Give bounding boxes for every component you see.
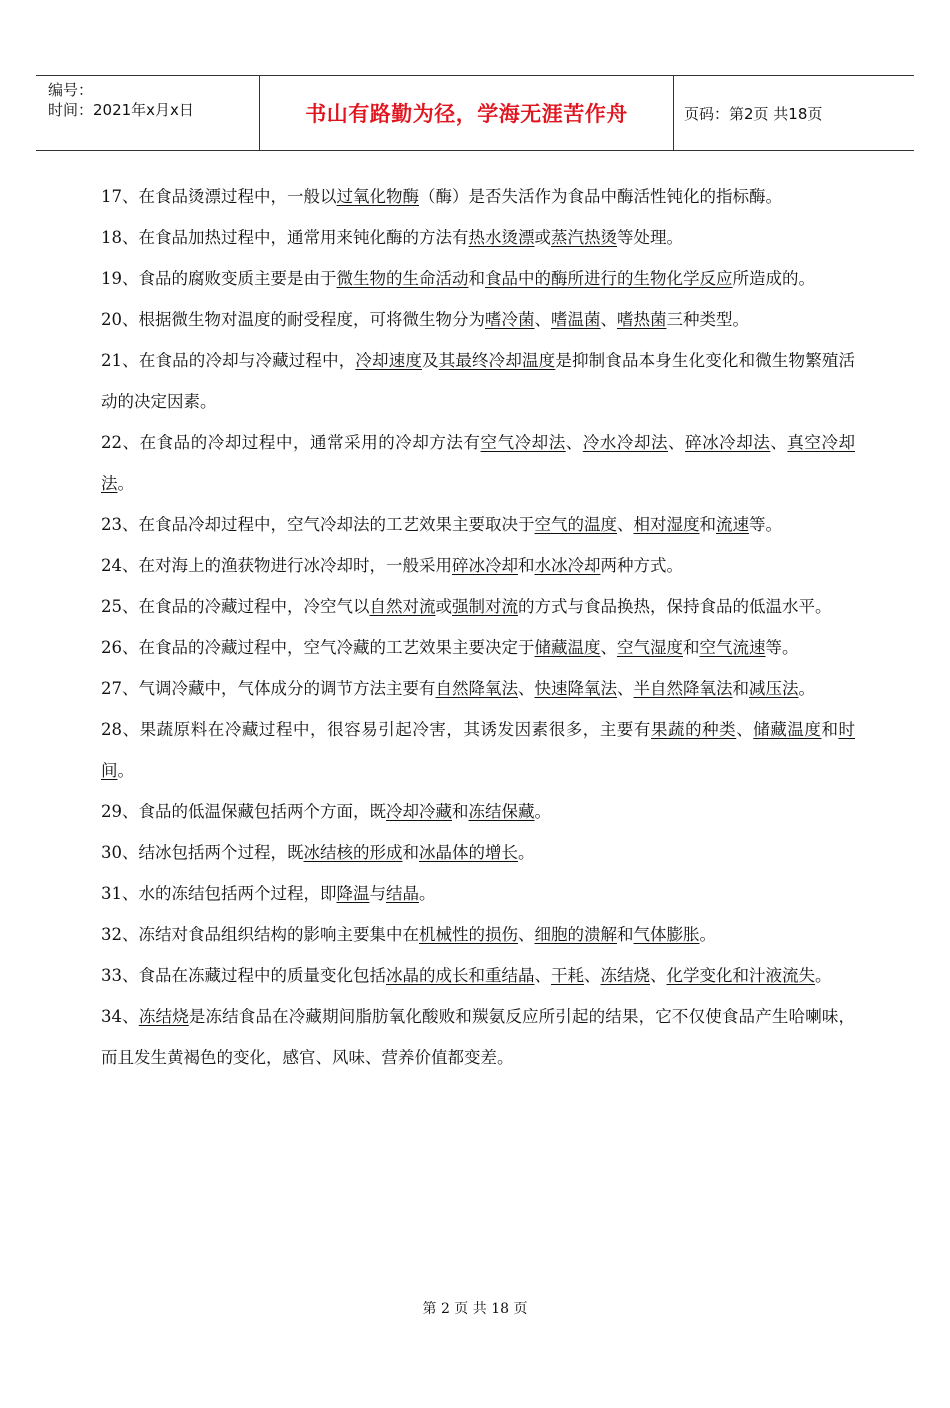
- answer-blank: 细胞的溃解: [534, 925, 617, 944]
- answer-blank: 冰晶的成长和重结晶: [386, 966, 535, 985]
- item-text: 。: [815, 966, 832, 985]
- item-text: 、: [518, 925, 535, 944]
- answer-blank: 空气的温度: [534, 515, 617, 534]
- answer-blank: 微生物的生命活动: [336, 269, 469, 288]
- item-text: 和: [452, 802, 469, 821]
- item-text: 。: [699, 925, 716, 944]
- item-text: 等。: [765, 638, 799, 657]
- header-page-info: 页码：第2页 共18页: [684, 104, 823, 123]
- item-text: 22、在食品的冷却过程中，通常采用的冷却方法有: [101, 433, 481, 452]
- list-item: [101, 258, 855, 299]
- answer-blank: 冻结烧: [600, 966, 650, 985]
- answer-blank: 真空冷却法: [101, 433, 856, 493]
- answer-blank: 冻结保藏: [468, 802, 535, 821]
- list-item: [101, 545, 855, 586]
- answer-blank: 果蔬的种类: [650, 720, 737, 739]
- item-text: 34、: [101, 1007, 139, 1026]
- answer-blank: 碎冰冷却: [452, 556, 518, 575]
- item-text: （酶）是否失活作为食品中酶活性钝化的指标酶。: [419, 187, 782, 206]
- answer-blank: 快速降氧法: [534, 679, 617, 698]
- item-text: 的方式与食品换热，保持食品的低温水平。: [518, 597, 832, 616]
- answer-blank: 半自然降氧法: [633, 679, 733, 698]
- answer-blank: 时间: [101, 720, 855, 780]
- item-text: 17、在食品烫漂过程中，一般以: [101, 187, 337, 206]
- item-text: 。: [419, 884, 436, 903]
- page-footer: 第 2 页 共 18 页: [422, 1301, 528, 1317]
- list-item: [101, 422, 855, 504]
- item-text: 是抑制食品本身生化变化和微生物繁殖活动的决定因素。: [101, 351, 856, 411]
- answer-blank: 减压法: [749, 679, 799, 698]
- item-text: 、: [534, 310, 551, 329]
- item-text: 或: [435, 597, 452, 616]
- item-text: 、: [770, 433, 788, 452]
- item-text: 及: [422, 351, 439, 370]
- list-item: [101, 176, 855, 217]
- item-text: 或: [534, 228, 551, 247]
- answer-blank: 食品中的酶所进行的生物化学反应: [485, 269, 733, 288]
- item-text: 、: [600, 638, 617, 657]
- item-text: 两种方式。: [600, 556, 683, 575]
- answer-blank: 自然降氧法: [435, 679, 518, 698]
- answer-blank: 碎冰冷却法: [685, 433, 771, 452]
- answer-blank: 结晶: [386, 884, 419, 903]
- item-text: 、: [650, 966, 667, 985]
- answer-blank: 空气冷却法: [480, 433, 566, 452]
- item-text: 26、在食品的冷藏过程中，空气冷藏的工艺效果主要决定于: [101, 638, 535, 657]
- number-label: 编号：: [48, 81, 94, 99]
- item-text: 31、水的冻结包括两个过程，即: [101, 884, 337, 903]
- item-text: 和: [821, 720, 839, 739]
- item-text: 29、食品的低温保藏包括两个方面，既: [101, 802, 386, 821]
- answer-blank: 自然对流: [369, 597, 436, 616]
- list-item: [101, 586, 855, 627]
- answer-blank: 过氧化物酶: [336, 187, 419, 206]
- item-text: 25、在食品的冷藏过程中，冷空气以: [101, 597, 370, 616]
- item-text: 、: [668, 433, 686, 452]
- item-text: 所造成的。: [732, 269, 815, 288]
- item-text: 、: [617, 515, 634, 534]
- time-label: 时间：2021年x月x日: [48, 101, 194, 119]
- answer-blank: 气体膨胀: [633, 925, 700, 944]
- answer-blank: 化学变化和汁液流失: [666, 966, 815, 985]
- list-item: [101, 668, 855, 709]
- item-text: 。: [518, 843, 535, 862]
- list-item: [101, 299, 855, 340]
- answer-blank: 嗜温菌: [551, 310, 601, 329]
- list-item: [101, 217, 855, 258]
- item-text: 。: [534, 802, 551, 821]
- item-text: 、: [617, 679, 634, 698]
- item-text: 18、在食品加热过程中，通常用来钝化酶的方法有: [101, 228, 469, 247]
- list-item: [101, 914, 855, 955]
- item-text: 。: [117, 761, 134, 780]
- item-text: 和: [468, 269, 485, 288]
- item-text: 等处理。: [617, 228, 683, 247]
- answer-blank: 干耗: [551, 966, 584, 985]
- list-item: [101, 955, 855, 996]
- answer-blank: 嗜热菌: [617, 310, 667, 329]
- item-text: 和: [732, 679, 749, 698]
- item-text: 。: [117, 474, 134, 493]
- item-text: 和: [402, 843, 419, 862]
- answer-blank: 冷却速度: [355, 351, 423, 370]
- list-item: [101, 996, 855, 1078]
- answer-blank: 冻结烧: [138, 1007, 189, 1026]
- list-item: [101, 832, 855, 873]
- answer-blank: 相对湿度: [633, 515, 700, 534]
- item-text: 24、在对海上的渔获物进行冰冷却时，一般采用: [101, 556, 452, 575]
- answer-blank: 热水烫漂: [468, 228, 535, 247]
- answer-blank: 流速: [716, 515, 749, 534]
- answer-blank: 其最终冷却温度: [438, 351, 556, 370]
- answer-blank: 空气湿度: [617, 638, 683, 657]
- item-text: 33、食品在冻藏过程中的质量变化包括: [101, 966, 386, 985]
- answer-blank: 储藏温度: [534, 638, 601, 657]
- item-text: 21、在食品的冷却与冷藏过程中，: [101, 351, 356, 370]
- list-item: [101, 709, 855, 791]
- list-item: [101, 791, 855, 832]
- item-text: 是冻结食品在冷藏期间脂肪氧化酸败和羰氨反应所引起的结果，它不仅使食品产生哈喇味，而且发生黄褐色的变化，感官、风味、营养价值都变差。: [101, 1007, 856, 1067]
- item-text: 等。: [749, 515, 782, 534]
- answer-blank: 冰晶体的增长: [419, 843, 518, 862]
- item-text: 、: [565, 433, 583, 452]
- item-text: 19、食品的腐败变质主要是由于: [101, 269, 337, 288]
- item-text: 、: [518, 679, 535, 698]
- item-text: 三种类型。: [666, 310, 749, 329]
- item-text: 和: [518, 556, 535, 575]
- item-text: 30、结冰包括两个过程，既: [101, 843, 304, 862]
- answer-blank: 强制对流: [452, 597, 518, 616]
- answer-blank: 空气流速: [699, 638, 766, 657]
- list-item: [101, 340, 855, 422]
- answer-blank: 冷却冷藏: [386, 802, 452, 821]
- answer-blank: 降温: [336, 884, 370, 903]
- list-item: [101, 504, 855, 545]
- answer-blank: 冰结核的形成: [303, 843, 403, 862]
- page-header: [36, 75, 914, 151]
- answer-blank: 嗜冷菌: [485, 310, 535, 329]
- item-text: 20、根据微生物对温度的耐受程度，可将微生物分为: [101, 310, 485, 329]
- answer-blank: 冷水冷却法: [582, 433, 669, 452]
- item-text: 和: [617, 925, 634, 944]
- list-item: [101, 627, 855, 668]
- item-text: 。: [798, 679, 815, 698]
- document-body: [101, 176, 855, 1078]
- header-meta: [36, 76, 260, 150]
- item-text: 与: [369, 884, 386, 903]
- item-text: 、: [584, 966, 601, 985]
- answer-blank: 机械性的损伤: [419, 925, 518, 944]
- answer-blank: 蒸汽热烫: [551, 228, 617, 247]
- item-text: 和: [683, 638, 700, 657]
- item-text: 、: [736, 720, 754, 739]
- item-text: 、: [600, 310, 617, 329]
- item-text: 32、冻结对食品组织结构的影响主要集中在: [101, 925, 419, 944]
- item-text: 28、果蔬原料在冷藏过程中，很容易引起冷害，其诱发因素很多，主要有: [101, 720, 651, 739]
- list-item: [101, 873, 855, 914]
- item-text: 、: [534, 966, 551, 985]
- answer-blank: 水冰冷却: [534, 556, 601, 575]
- item-text: 23、在食品冷却过程中，空气冷却法的工艺效果主要取决于: [101, 515, 535, 534]
- answer-blank: 储藏温度: [753, 720, 822, 739]
- header-motto: 书山有路勤为径，学海无涯苦作舟: [260, 76, 674, 150]
- item-text: 和: [699, 515, 716, 534]
- item-text: 27、气调冷藏中，气体成分的调节方法主要有: [101, 679, 436, 698]
